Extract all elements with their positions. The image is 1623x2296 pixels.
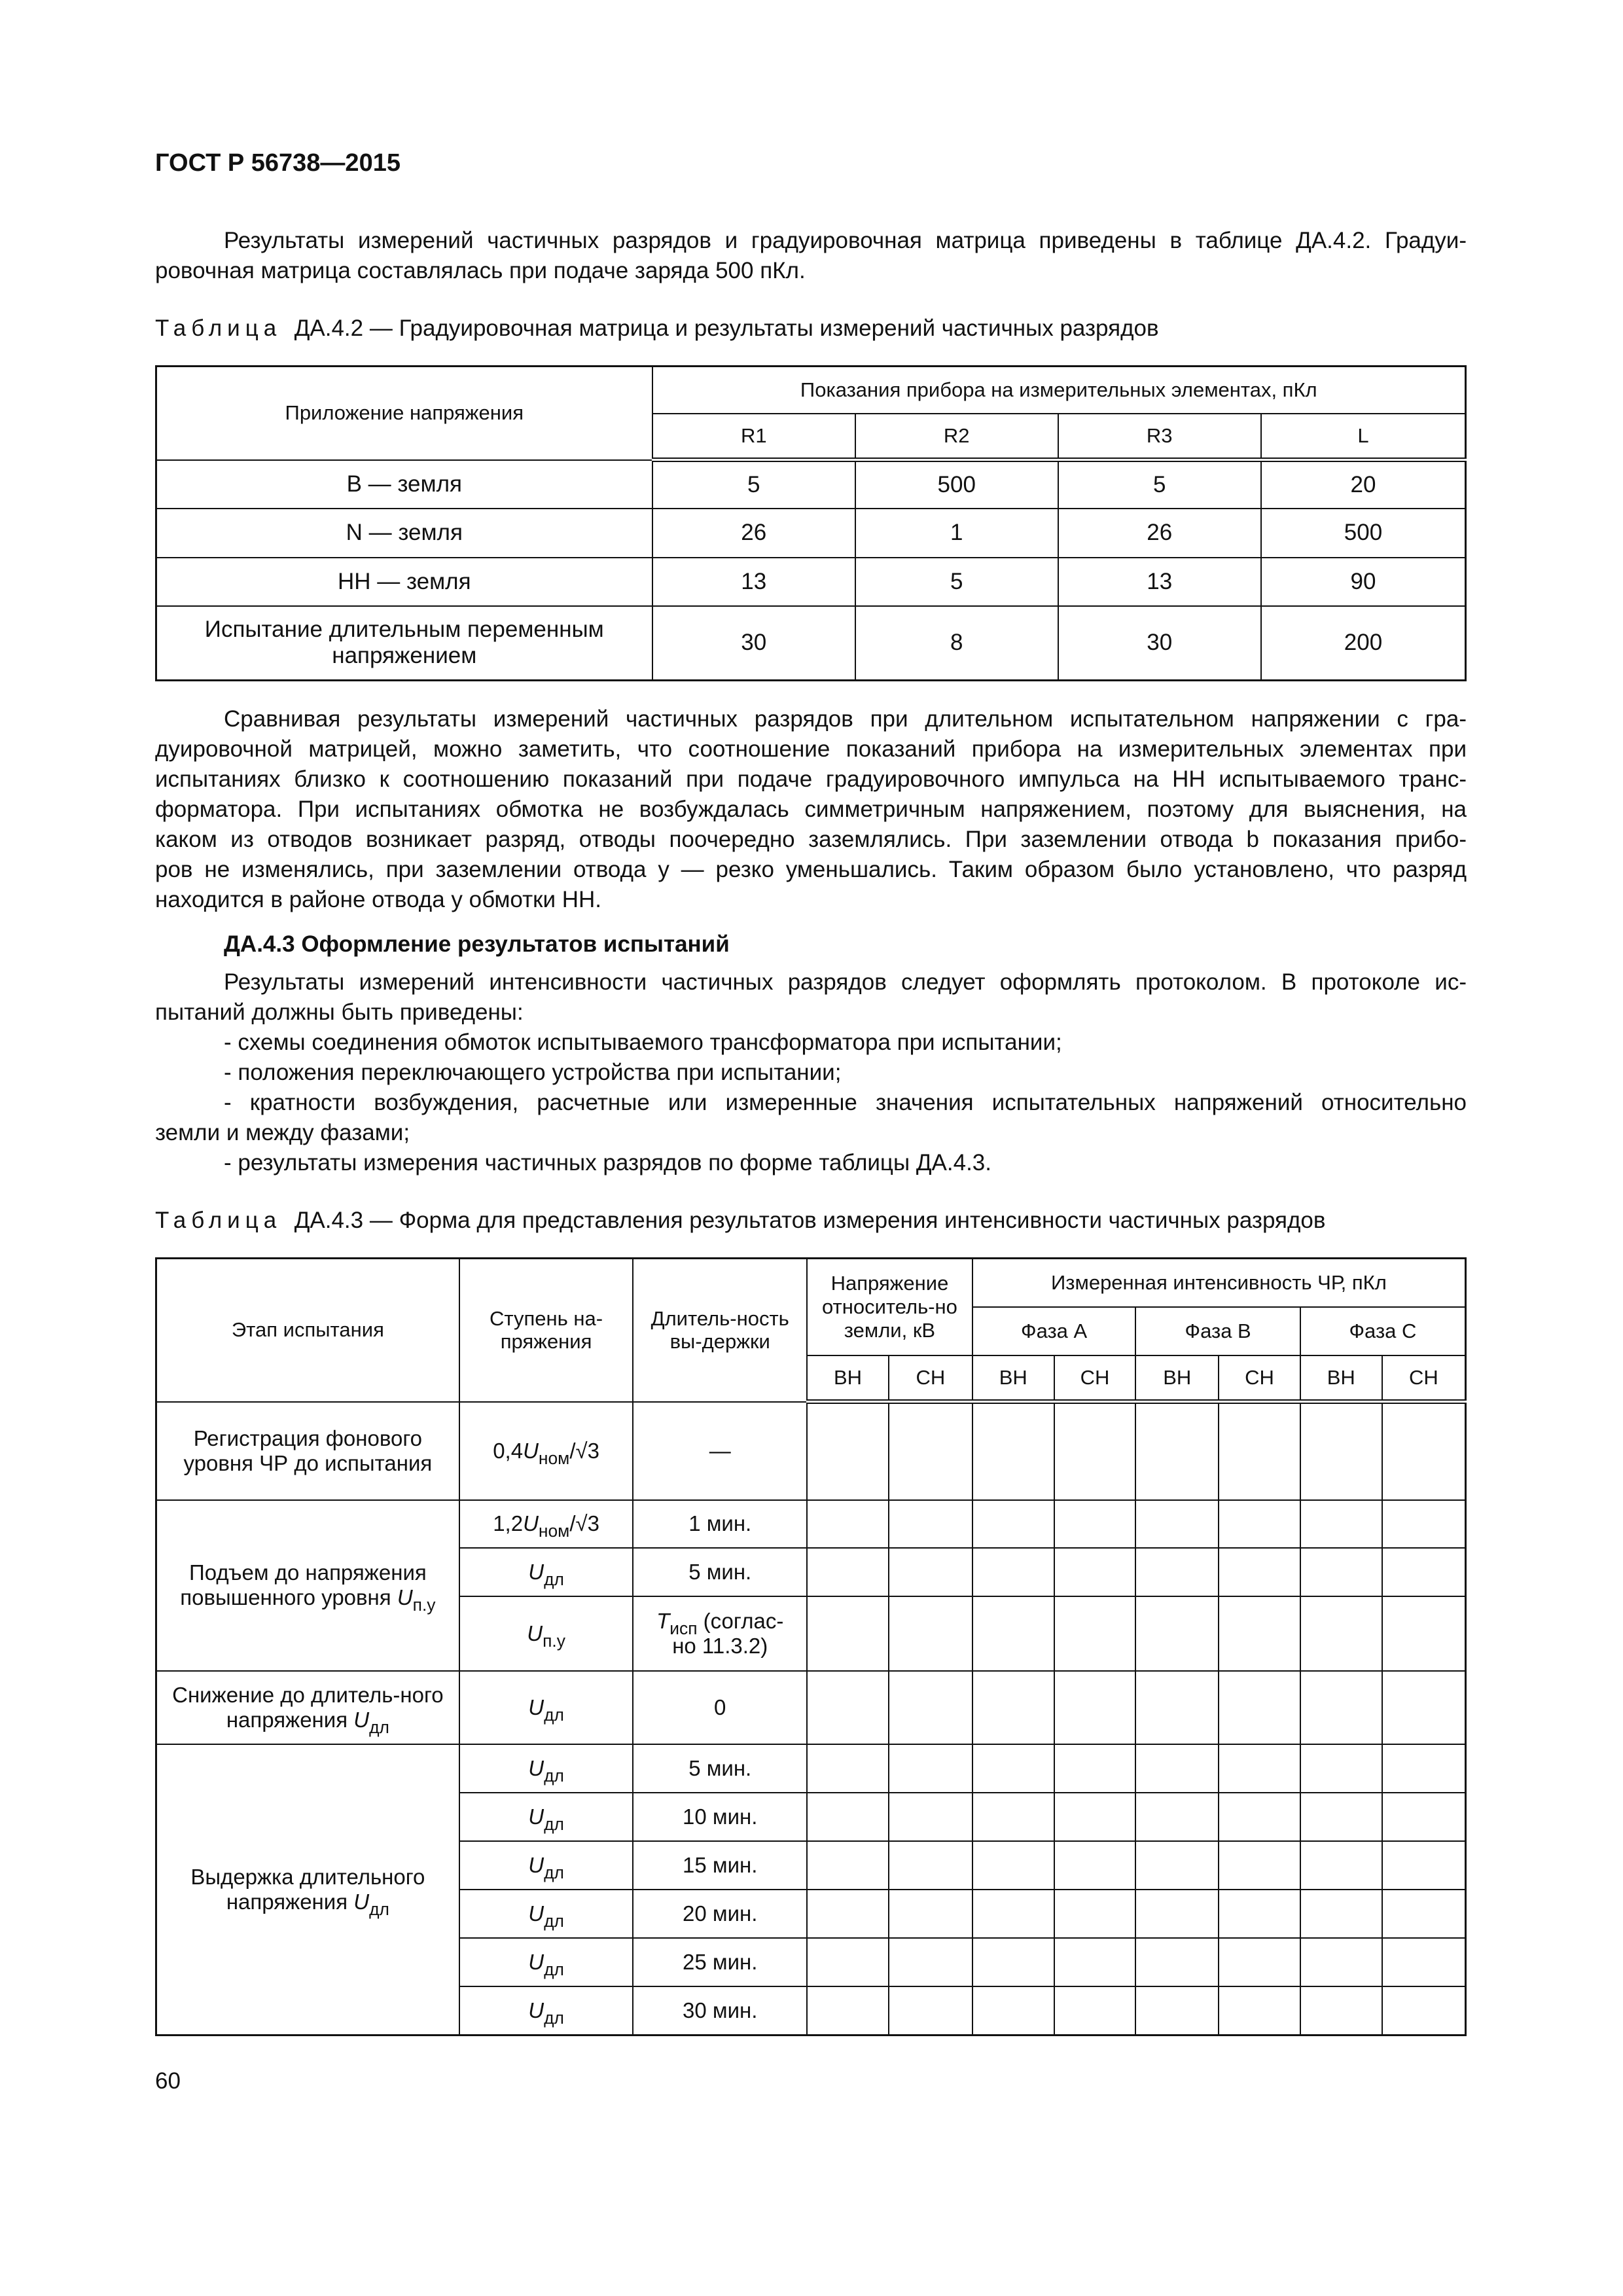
- header-text: СН: [1080, 1365, 1110, 1389]
- step-cell: [459, 1744, 633, 1793]
- header-winding: [889, 1355, 972, 1402]
- header-text: ВН: [1327, 1365, 1355, 1389]
- header-text: ВН: [833, 1365, 863, 1389]
- measurement-cell: [1382, 1744, 1466, 1793]
- measurement-cell: [807, 1402, 889, 1500]
- header-step: [459, 1259, 633, 1402]
- measurement-cell: [1300, 1938, 1382, 1986]
- duration-cell: [633, 1548, 807, 1596]
- stage-text: Выдержка длительного напряжения: [190, 1864, 425, 1914]
- measurement-cell: [972, 1500, 1054, 1548]
- stage-subscript: дл: [369, 1717, 389, 1737]
- duration-cell: [633, 1986, 807, 2036]
- measurement-cell: [807, 1744, 889, 1793]
- table-row: [156, 509, 1466, 558]
- cell: 26: [1058, 509, 1261, 558]
- step-cell: [459, 1890, 633, 1938]
- measurement-cell: [1300, 1500, 1382, 1548]
- stage-cell: [156, 1671, 459, 1744]
- duration-cell: [633, 1793, 807, 1841]
- measurement-cell: [1054, 1500, 1136, 1548]
- duration-cell: [633, 1671, 807, 1744]
- measurement-cell: [1054, 1938, 1136, 1986]
- measurement-cell: [1382, 1596, 1466, 1671]
- table-row: [156, 558, 1466, 606]
- header-measured: [972, 1259, 1466, 1307]
- cell: 30: [1058, 606, 1261, 681]
- measurement-cell: [889, 1671, 972, 1744]
- measurement-cell: [889, 1596, 972, 1671]
- header-winding: [1382, 1355, 1466, 1402]
- cell: 8: [855, 606, 1058, 681]
- header-duration: [633, 1259, 807, 1402]
- step-variable: U: [528, 1804, 544, 1829]
- table2-caption: [155, 1208, 1325, 1234]
- duration-text: 5 мин.: [688, 1755, 752, 1780]
- measurement-cell: [972, 1744, 1054, 1793]
- measurement-cell: [972, 1793, 1054, 1841]
- measurement-cell: [1135, 1890, 1219, 1938]
- step-subscript: дл: [544, 1765, 564, 1785]
- measurement-cell: [889, 1500, 972, 1548]
- cell: 5: [855, 558, 1058, 606]
- measurement-cell: [1219, 1841, 1300, 1890]
- duration-text: 1 мин.: [688, 1511, 752, 1536]
- header-l: L: [1261, 414, 1466, 460]
- measurement-cell: [1300, 1671, 1382, 1744]
- step-variable: U: [528, 1559, 544, 1584]
- list-item: - кратности возбуждения, расчетные или измеренные значения испытательных напряжений относительно: [224, 1090, 1467, 1115]
- cell: 200: [1261, 606, 1466, 681]
- measurement-cell: [889, 1986, 972, 2036]
- measurement-cell: [1300, 1744, 1382, 1793]
- duration-cell: [633, 1938, 807, 1986]
- stage-text: Подъем до напряжения повышенного уровня: [180, 1560, 427, 1609]
- text-line: дуировочной матрицей, можно заметить, что соотношение показаний прибора на измерительных элементах при: [155, 736, 1467, 762]
- table-row: [156, 1500, 1466, 1548]
- step-subscript: ном: [538, 1521, 570, 1541]
- stage-variable: U: [397, 1585, 413, 1609]
- measurement-cell: [807, 1548, 889, 1596]
- cell: 1: [855, 509, 1058, 558]
- header-text: Длитель-ность вы-держки: [651, 1306, 789, 1354]
- header-phase: [1300, 1307, 1466, 1355]
- measurement-cell: [972, 1890, 1054, 1938]
- cell: 500: [1261, 509, 1466, 558]
- text-line: Сравнивая результаты измерений частичных разрядов при длительном испытательном напряжении с гра-: [224, 706, 1467, 732]
- step-cell: [459, 1841, 633, 1890]
- stage-cell: [156, 1500, 459, 1671]
- measurement-cell: [1135, 1402, 1219, 1500]
- measurement-cell: [1382, 1548, 1466, 1596]
- measurement-cell: [972, 1938, 1054, 1986]
- measurement-cell: [1382, 1841, 1466, 1890]
- cell: 500: [855, 460, 1058, 509]
- stage-text: Регистрация фонового уровня ЧР до испытания: [183, 1426, 433, 1475]
- header-text: СН: [1245, 1365, 1274, 1389]
- header-text: Измеренная интенсивность ЧР, пКл: [1051, 1270, 1387, 1294]
- measurement-cell: [972, 1596, 1054, 1671]
- header-winding: [807, 1355, 889, 1402]
- measurement-cell: [1054, 1841, 1136, 1890]
- measurement-cell: [1300, 1841, 1382, 1890]
- measurement-cell: [1135, 1841, 1219, 1890]
- duration-text: 30 мин.: [683, 1998, 758, 2022]
- text-line: каком из отводов возникает разряд, отводы поочередно заземлялись. При заземлении отвода b показания прибо-: [155, 827, 1467, 852]
- measurement-cell: [1219, 1986, 1300, 2036]
- duration-text: 15 мин.: [683, 1852, 758, 1877]
- text-line: пытаний должны быть приведены:: [155, 999, 524, 1025]
- text-line: ровочная матрица составлялась при подаче заряда 500 пКл.: [155, 258, 806, 283]
- pd-results-form-table: [155, 1257, 1467, 2036]
- header-text: ВН: [999, 1365, 1027, 1389]
- step-variable: U: [528, 1949, 544, 1974]
- measurement-cell: [1135, 1938, 1219, 1986]
- measurement-cell: [889, 1841, 972, 1890]
- paragraph-intro: [155, 226, 1467, 286]
- duration-cell: [633, 1596, 807, 1671]
- header-text: Ступень на-пряжения: [490, 1306, 603, 1354]
- measurement-cell: [807, 1793, 889, 1841]
- section-heading: ДА.4.3 Оформление результатов испытаний: [224, 931, 730, 957]
- measurement-cell: [1219, 1548, 1300, 1596]
- measurement-cell: [972, 1671, 1054, 1744]
- cell: 13: [1058, 558, 1261, 606]
- measurement-cell: [1382, 1671, 1466, 1744]
- measurement-cell: [1382, 1402, 1466, 1500]
- duration-variable: T: [656, 1608, 670, 1633]
- table-row: [156, 1402, 1466, 1500]
- step-variable: U: [528, 1998, 544, 2022]
- header-text: Напряжение относитель-но земли, кВ: [821, 1272, 957, 1342]
- step-subscript: дл: [544, 2008, 564, 2028]
- measurement-cell: [1135, 1500, 1219, 1548]
- text-line: форматора. При испытаниях обмотка не возбуждалась симметричным напряжением, поэтому для выяснения, на: [155, 797, 1467, 822]
- duration-text: 5 мин.: [688, 1559, 752, 1584]
- measurement-cell: [807, 1841, 889, 1890]
- paragraph-comparison: [155, 704, 1467, 915]
- measurement-cell: [889, 1744, 972, 1793]
- header-text: ВН: [1163, 1365, 1192, 1389]
- measurement-cell: [972, 1986, 1054, 2036]
- measurement-cell: [1300, 1596, 1382, 1671]
- header-r2: R2: [855, 414, 1058, 460]
- measurement-cell: [1054, 1890, 1136, 1938]
- duration-cell: [633, 1890, 807, 1938]
- step-variable: U: [523, 1511, 539, 1536]
- header-readings: Показания прибора на измерительных элементах, пКл: [652, 367, 1466, 414]
- header-text: Фаза В: [1185, 1319, 1251, 1342]
- header-winding: [1054, 1355, 1136, 1402]
- step-suffix: /√3: [569, 1438, 599, 1463]
- caption-word: Таблица: [155, 1208, 282, 1233]
- measurement-cell: [1382, 1890, 1466, 1938]
- measurement-cell: [1219, 1744, 1300, 1793]
- text-line: ров не изменялись, при заземлении отвода y — резко уменьшались. Таким образом было установлено, что разряд: [155, 857, 1467, 882]
- measurement-cell: [1135, 1793, 1219, 1841]
- measurement-cell: [1054, 1744, 1136, 1793]
- header-stage: [156, 1259, 459, 1402]
- step-prefix: 0,4: [493, 1438, 524, 1463]
- duration-text: (соглас-но 11.3.2): [672, 1608, 784, 1658]
- measurement-cell: [1219, 1402, 1300, 1500]
- measurement-cell: [1382, 1986, 1466, 2036]
- header-phase: [972, 1307, 1136, 1355]
- measurement-cell: [1054, 1793, 1136, 1841]
- step-cell: [459, 1500, 633, 1548]
- measurement-cell: [807, 1596, 889, 1671]
- text-line: находится в районе отвода y обмотки НН.: [155, 887, 602, 912]
- table-row: [156, 1671, 1466, 1744]
- step-subscript: дл: [544, 1704, 564, 1725]
- measurement-cell: [1219, 1793, 1300, 1841]
- step-variable: U: [528, 1852, 544, 1877]
- stage-cell: [156, 1744, 459, 2036]
- step-subscript: дл: [544, 1569, 564, 1589]
- caption-text: ДА.4.3 — Форма для представления результатов измерения интенсивности частичных разрядов: [294, 1208, 1326, 1233]
- step-cell: [459, 1671, 633, 1744]
- measurement-cell: [1219, 1938, 1300, 1986]
- list-item: - схемы соединения обмоток испытываемого трансформатора при испытании;: [224, 1030, 1062, 1055]
- measurement-cell: [1054, 1548, 1136, 1596]
- measurement-cell: [889, 1548, 972, 1596]
- measurement-cell: [807, 1938, 889, 1986]
- measurement-cell: [889, 1793, 972, 1841]
- step-variable: U: [523, 1438, 539, 1463]
- header-phase: [1135, 1307, 1300, 1355]
- measurement-cell: [807, 1890, 889, 1938]
- duration-cell: [633, 1402, 807, 1500]
- duration-text: —: [709, 1438, 731, 1463]
- header-voltage-application: Приложение напряжения: [156, 367, 652, 460]
- cell: 90: [1261, 558, 1466, 606]
- duration-text: 25 мин.: [683, 1949, 758, 1974]
- header-text: Этап испытания: [231, 1318, 384, 1342]
- row-label: N — земля: [156, 509, 652, 558]
- measurement-cell: [1382, 1793, 1466, 1841]
- stage-variable: U: [353, 1889, 370, 1914]
- text-line: Результаты измерений частичных разрядов и градуировочная матрица приведены в таблице ДА.4.2. Градуи-: [224, 228, 1467, 253]
- page-number: 60: [155, 2068, 181, 2094]
- duration-text: 20 мин.: [683, 1901, 758, 1926]
- measurement-cell: [1219, 1500, 1300, 1548]
- step-variable: U: [527, 1621, 543, 1645]
- step-subscript: дл: [544, 1862, 564, 1882]
- duration-cell: [633, 1841, 807, 1890]
- text-line: испытаниях близко к соотношению показаний при подаче градуировочного импульса на НН испытываемого транс-: [155, 766, 1467, 792]
- measurement-cell: [1054, 1986, 1136, 2036]
- duration-text: 0: [714, 1695, 726, 1719]
- measurement-cell: [1219, 1671, 1300, 1744]
- header-winding: [1135, 1355, 1219, 1402]
- step-subscript: ном: [538, 1448, 570, 1468]
- stage-subscript: п.у: [412, 1595, 436, 1615]
- row-label: Испытание длительным переменным напряжением: [156, 606, 652, 681]
- cell: 30: [652, 606, 855, 681]
- cell: 5: [1058, 460, 1261, 509]
- measurement-cell: [972, 1548, 1054, 1596]
- step-variable: U: [528, 1755, 544, 1780]
- measurement-cell: [807, 1986, 889, 2036]
- step-suffix: /√3: [569, 1511, 599, 1536]
- header-text: СН: [1408, 1365, 1438, 1389]
- measurement-cell: [1054, 1596, 1136, 1671]
- step-subscript: дл: [544, 1910, 564, 1931]
- duration-cell: [633, 1500, 807, 1548]
- measurement-cell: [1300, 1986, 1382, 2036]
- step-subscript: дл: [544, 1959, 564, 1979]
- header-winding: [1300, 1355, 1382, 1402]
- measurement-cell: [1054, 1402, 1136, 1500]
- list-item: - положения переключающего устройства при испытании;: [224, 1060, 842, 1085]
- table1-caption: [155, 315, 1159, 342]
- measurement-cell: [1135, 1548, 1219, 1596]
- table-row: [156, 1744, 1466, 1793]
- stage-variable: U: [353, 1707, 370, 1732]
- step-cell: [459, 1402, 633, 1500]
- measurement-cell: [1135, 1596, 1219, 1671]
- stage-cell: [156, 1402, 459, 1500]
- header-r3: R3: [1058, 414, 1261, 460]
- step-subscript: п.у: [543, 1630, 565, 1651]
- measurement-cell: [1219, 1596, 1300, 1671]
- step-cell: [459, 1596, 633, 1671]
- header-winding: [972, 1355, 1054, 1402]
- measurement-cell: [1135, 1671, 1219, 1744]
- header-text: Фаза С: [1349, 1319, 1417, 1342]
- paragraph-protocol: [155, 967, 1467, 1178]
- header-text: СН: [916, 1365, 946, 1389]
- step-cell: [459, 1938, 633, 1986]
- measurement-cell: [972, 1402, 1054, 1500]
- header-r1: R1: [652, 414, 855, 460]
- list-item: - результаты измерения частичных разрядов по форме таблицы ДА.4.3.: [224, 1150, 991, 1175]
- header-voltage: [807, 1259, 972, 1355]
- table-row: [156, 460, 1466, 509]
- measurement-cell: [972, 1841, 1054, 1890]
- step-variable: U: [528, 1901, 544, 1926]
- text-line: земли и между фазами;: [155, 1120, 410, 1145]
- cell: 5: [652, 460, 855, 509]
- step-cell: [459, 1793, 633, 1841]
- step-variable: U: [528, 1695, 544, 1719]
- measurement-cell: [807, 1500, 889, 1548]
- measurement-cell: [1382, 1500, 1466, 1548]
- header-text: Фаза А: [1021, 1319, 1088, 1342]
- measurement-cell: [1054, 1671, 1136, 1744]
- measurement-cell: [1300, 1402, 1382, 1500]
- measurement-cell: [889, 1402, 972, 1500]
- caption-text: ДА.4.2 — Градуировочная матрица и результаты измерений частичных разрядов: [294, 315, 1159, 341]
- cell: 13: [652, 558, 855, 606]
- duration-subscript: исп: [669, 1618, 698, 1638]
- measurement-cell: [1382, 1938, 1466, 1986]
- stage-subscript: дл: [369, 1899, 389, 1919]
- measurement-cell: [1135, 1744, 1219, 1793]
- measurement-cell: [1300, 1890, 1382, 1938]
- row-label: В — земля: [156, 460, 652, 509]
- table-row: [156, 606, 1466, 681]
- measurement-cell: [1219, 1890, 1300, 1938]
- row-label: НН — земля: [156, 558, 652, 606]
- cell: 26: [652, 509, 855, 558]
- stage-text: Снижение до длитель-ного напряжения: [172, 1682, 444, 1732]
- header-winding: [1219, 1355, 1300, 1402]
- measurement-cell: [889, 1938, 972, 1986]
- cell: 20: [1261, 460, 1466, 509]
- measurement-cell: [1300, 1793, 1382, 1841]
- step-cell: [459, 1548, 633, 1596]
- measurement-cell: [807, 1671, 889, 1744]
- step-subscript: дл: [544, 1814, 564, 1834]
- text-line: Результаты измерений интенсивности частичных разрядов следует оформлять протоколом. В протоколе ис-: [224, 969, 1467, 995]
- caption-word: Таблица: [155, 315, 282, 341]
- duration-text: 10 мин.: [683, 1804, 758, 1829]
- measurement-cell: [1135, 1986, 1219, 2036]
- duration-cell: [633, 1744, 807, 1793]
- measurement-cell: [1300, 1548, 1382, 1596]
- calibration-matrix-table: [155, 365, 1467, 681]
- step-cell: [459, 1986, 633, 2036]
- step-prefix: 1,2: [493, 1511, 524, 1536]
- document-header: ГОСТ Р 56738—2015: [155, 149, 401, 177]
- measurement-cell: [889, 1890, 972, 1938]
